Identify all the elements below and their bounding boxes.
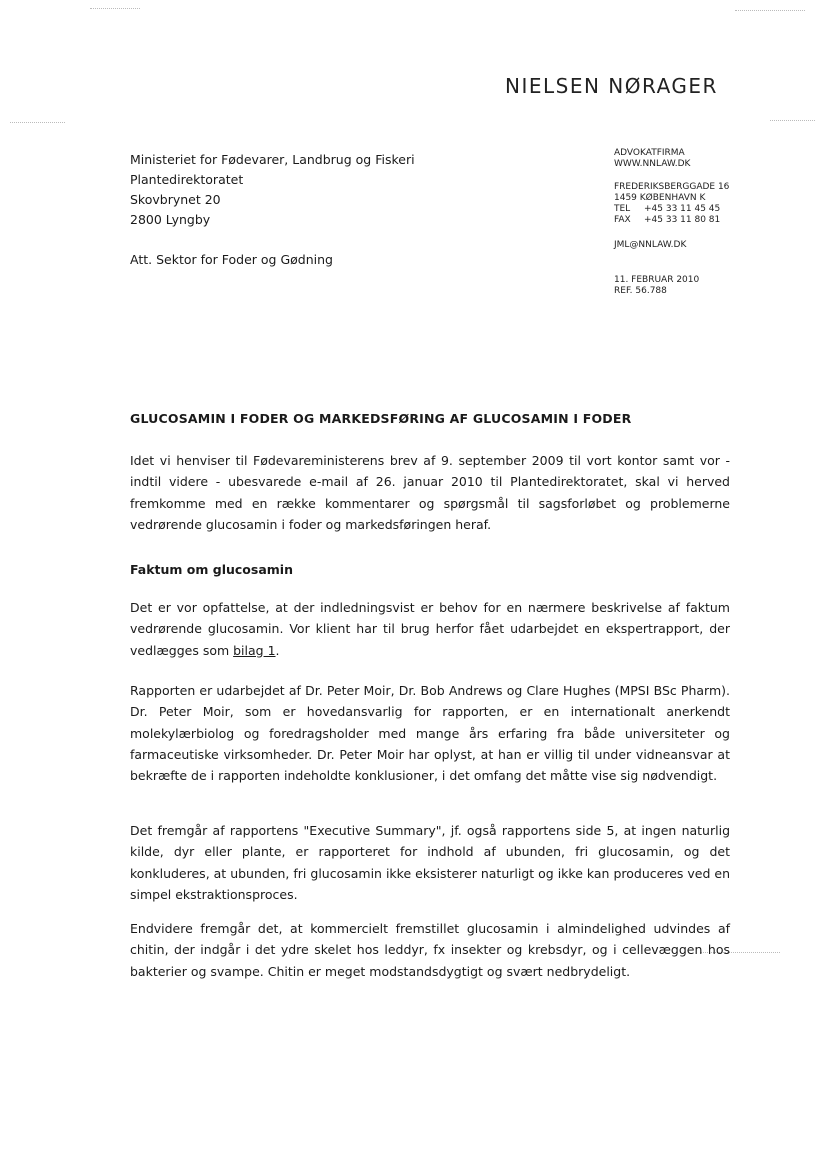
scan-artifact — [735, 10, 805, 11]
recipient-line: Skovbrynet 20 — [130, 192, 221, 207]
fax-number: +45 33 11 80 81 — [644, 215, 721, 225]
scan-artifact — [770, 120, 815, 121]
paragraph-text: Det er vor opfattelse, at der indledningsvist er behov for en nærmere beskrivelse af faktum vedrørende glucosamin. Vor klient har til brug herfor fået udarbejdet en ekspertrapport, der vedlægges som — [130, 600, 730, 658]
letter-date: 11. FEBRUAR 2010 — [614, 275, 700, 285]
fax-label: FAX — [614, 215, 631, 225]
firm-type: ADVOKATFIRMA — [614, 148, 685, 158]
paragraph-chitin: Endvidere fremgår det, at kommercielt fremstillet glucosamin i almindelighed udvindes af chitin, der indgår i det ydre skelet hos leddyr, fx insekter og krebsdyr, og i cellevæggen hos bakterier og svampe. Chitin er meget modstandsdygtigt og svært nedbrydeligt. — [130, 921, 730, 979]
recipient-address — [130, 150, 415, 230]
firm-email[interactable]: JML@NNLAW.DK — [614, 240, 687, 250]
firm-address-block — [614, 182, 729, 226]
bilag-link[interactable]: bilag 1 — [233, 642, 276, 658]
section-subheading: Faktum om glucosamin — [130, 562, 293, 577]
letter-reference: REF. 56.788 — [614, 286, 667, 296]
recipient-line: 2800 Lyngby — [130, 212, 211, 227]
recipient-line: Ministeriet for Fødevarer, Landbrug og Fiskeri — [130, 152, 415, 167]
scan-artifact — [10, 122, 65, 123]
paragraph-text: . — [275, 642, 280, 658]
firm-logo-text: NIELSEN NØRAGER — [505, 74, 718, 98]
letter-meta — [614, 275, 699, 297]
firm-fax-row — [614, 215, 729, 226]
paragraph-intro: Idet vi henviser til Fødevareministerens brev af 9. september 2009 til vort kontor samt vor - indtil videre - ubesvarede e-mail af 26. januar 2010 til Plantedirektoratet, skal vi herved fremkomme med en række kommentarer og spørgsmål til sagsforløbet og problemerne vedrørende glucosamin i foder og markedsføringen heraf. — [130, 453, 730, 532]
firm-website[interactable]: WWW.NNLAW.DK — [614, 159, 691, 169]
firm-city: 1459 KØBENHAVN K — [614, 193, 706, 203]
paragraph-faktum — [130, 597, 730, 661]
tel-label: TEL — [614, 204, 631, 214]
scan-artifact — [90, 8, 140, 9]
attention-line: Att. Sektor for Foder og Gødning — [130, 252, 333, 267]
firm-tel-row — [614, 204, 729, 215]
recipient-line: Plantedirektoratet — [130, 172, 244, 187]
tel-number: +45 33 11 45 45 — [644, 204, 721, 214]
letter-heading: GLUCOSAMIN I FODER OG MARKEDSFØRING AF GLUCOSAMIN I FODER — [130, 411, 632, 426]
firm-street: FREDERIKSBERGGADE 16 — [614, 182, 730, 192]
firm-type-block — [614, 148, 690, 170]
paragraph-executive-summary: Det fremgår af rapportens "Executive Summary", jf. også rapportens side 5, at ingen naturlig kilde, dyr eller plante, er rapporteret for indhold af ubunden, fri glucosamin, og det konkluderes, at ubunden, fri glucosamin ikke eksisterer naturligt og ikke kan produceres ved en simpel ekstraktionsproces. — [130, 823, 730, 902]
paragraph-report-authors: Rapporten er udarbejdet af Dr. Peter Moir, Dr. Bob Andrews og Clare Hughes (MPSI BSc Pharm). Dr. Peter Moir, som er hovedansvarlig for rapporten, er en internationalt anerkendt molekylærbiolog og foredragsholder med mange års erfaring fra både universiteter og farmaceutiske virksomheder. Dr. Peter Moir har oplyst, at han er villig til under vidneansvar at bekræfte de i rapporten indeholdte konklusioner, i det omfang det måtte vise sig nødvendigt. — [130, 683, 730, 784]
